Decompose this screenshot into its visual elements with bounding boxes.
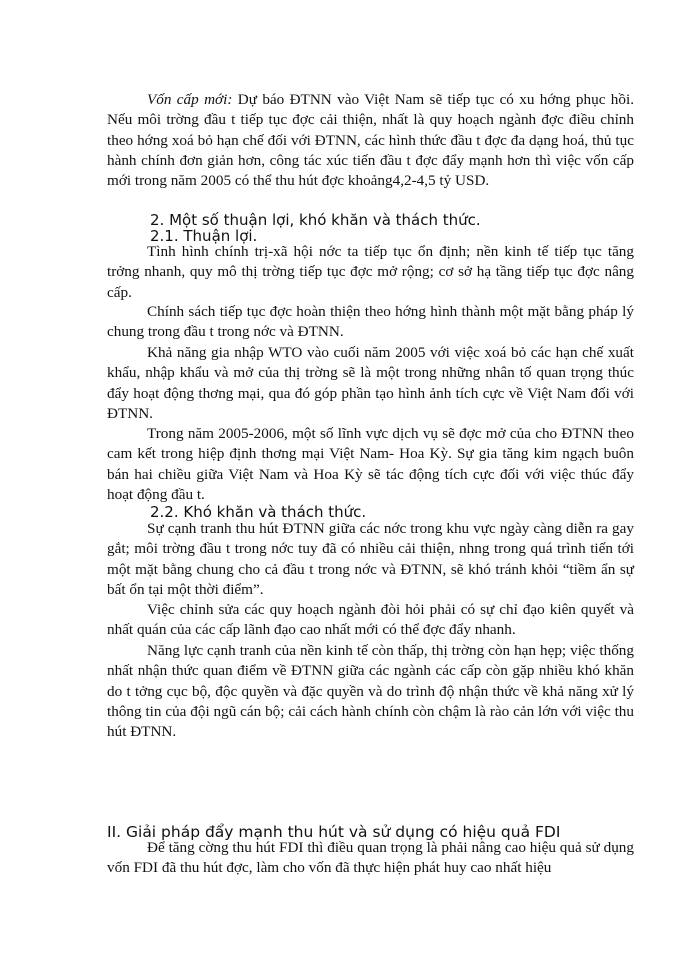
paragraph-fdi-efficiency: Để tăng cờng thu hút FDI thì điều quan trọng là phải nâng cao hiệu quả sử dụng vốn FDI đã thu hút đợc, làm cho vốn đã thực hiện phát huy cao nhất hiệu (107, 839, 634, 877)
heading-2-1: 2.1. Thuận lợi. (150, 227, 258, 245)
paragraph-text: Dự báo ĐTNN vào Việt Nam sẽ tiếp tục có xu hớng phục hồi. Nếu môi trờng đầu t tiếp tục đợc cải thiện, nhất là quy hoạch ngành đợc điều chỉnh theo hớng xoá bỏ hạn chế đối với ĐTNN, các hình thức đầu t đợc đa dạng hoá, thủ tục hành chính đơn giản hơn, công tác xúc tiến đầu t đợc đẩy mạnh hơn thì việc vốn cấp mới trong năm 2005 có thể thu hút đợc khoảng4,2-4,5 tỷ USD. (107, 91, 634, 190)
paragraph-von-cap-moi (107, 90, 634, 191)
paragraph-wto: Khả năng gia nhập WTO vào cuối năm 2005 với việc xoá bỏ các hạn chế xuất khẩu, nhập khẩu và mở của thị trờng sẽ là một trong những nhân tố quan trọng thúc đẩy hoạt động thơng mại, qua đó góp phần tạo hình ảnh tích cực về Việt Nam đối với ĐTNN. (107, 344, 634, 422)
paragraph-capacity: Năng lực cạnh tranh của nền kinh tế còn thấp, thị trờng còn hạn hẹp; việc thống nhất nhận thức quan điểm về ĐTNN giữa các ngành các cấp còn gặp nhiều khó khăn do t tởng cục bộ, độc quyền và đặc quyền và do trình độ nhận thức về khả năng xử lý thông tin của đội ngũ cán bộ; cải cách hành chính còn chậm là rào cản lớn với việc thu hút ĐTNN. (107, 642, 634, 741)
heading-part-II: II. Giải pháp đẩy mạnh thu hút và sử dụng có hiệu quả FDI (107, 823, 561, 841)
lead-term: Vốn cấp mới: (147, 91, 233, 108)
paragraph-policy: Chính sách tiếp tục đợc hoàn thiện theo hớng hình thành một mặt bằng pháp lý chung trong đầu t trong nớc và ĐTNN. (107, 303, 634, 341)
paragraph-planning: Việc chỉnh sửa các quy hoạch ngành đòi hỏi phải có sự chỉ đạo kiên quyết và nhất quán của các cấp lãnh đạo cao nhất mới có thể đợc đẩy nhanh. (107, 601, 634, 639)
paragraph-services-opening: Trong năm 2005-2006, một số lĩnh vực dịch vụ sẽ đợc mở của cho ĐTNN theo cam kết trong hiệp định thơng mại Việt Nam- Hoa Kỳ. Sự gia tăng kim ngạch buôn bán hai chiều giữa Việt Nam và Hoa Kỳ sẽ tác động tích cực đối với việc thúc đẩy hoạt động đầu t. (107, 425, 634, 503)
heading-section-2: 2. Một số thuận lợi, khó khăn và thách thức. (150, 211, 481, 229)
heading-2-2: 2.2. Khó khăn và thách thức. (150, 503, 367, 521)
paragraph-competition: Sự cạnh tranh thu hút ĐTNN giữa các nớc trong khu vực ngày càng diễn ra gay gắt; môi trờng đầu t trong nớc tuy đã có nhiều cải thiện, nhng trong quá trình tiến tới một mặt bằng chung cho cả đầu t trong nớc và ĐTNN, sẽ khó tránh khỏi “tiềm ẩn sự bất ổn tại một thời điểm”. (107, 520, 634, 598)
paragraph-political-stability: Tình hình chính trị-xã hội nớc ta tiếp tục ổn định; nền kinh tế tiếp tục tăng trởng nhanh, quy mô thị trờng tiếp tục đợc mở rộng; cơ sở hạ tầng tiếp tục đợc nâng cấp. (107, 243, 634, 301)
